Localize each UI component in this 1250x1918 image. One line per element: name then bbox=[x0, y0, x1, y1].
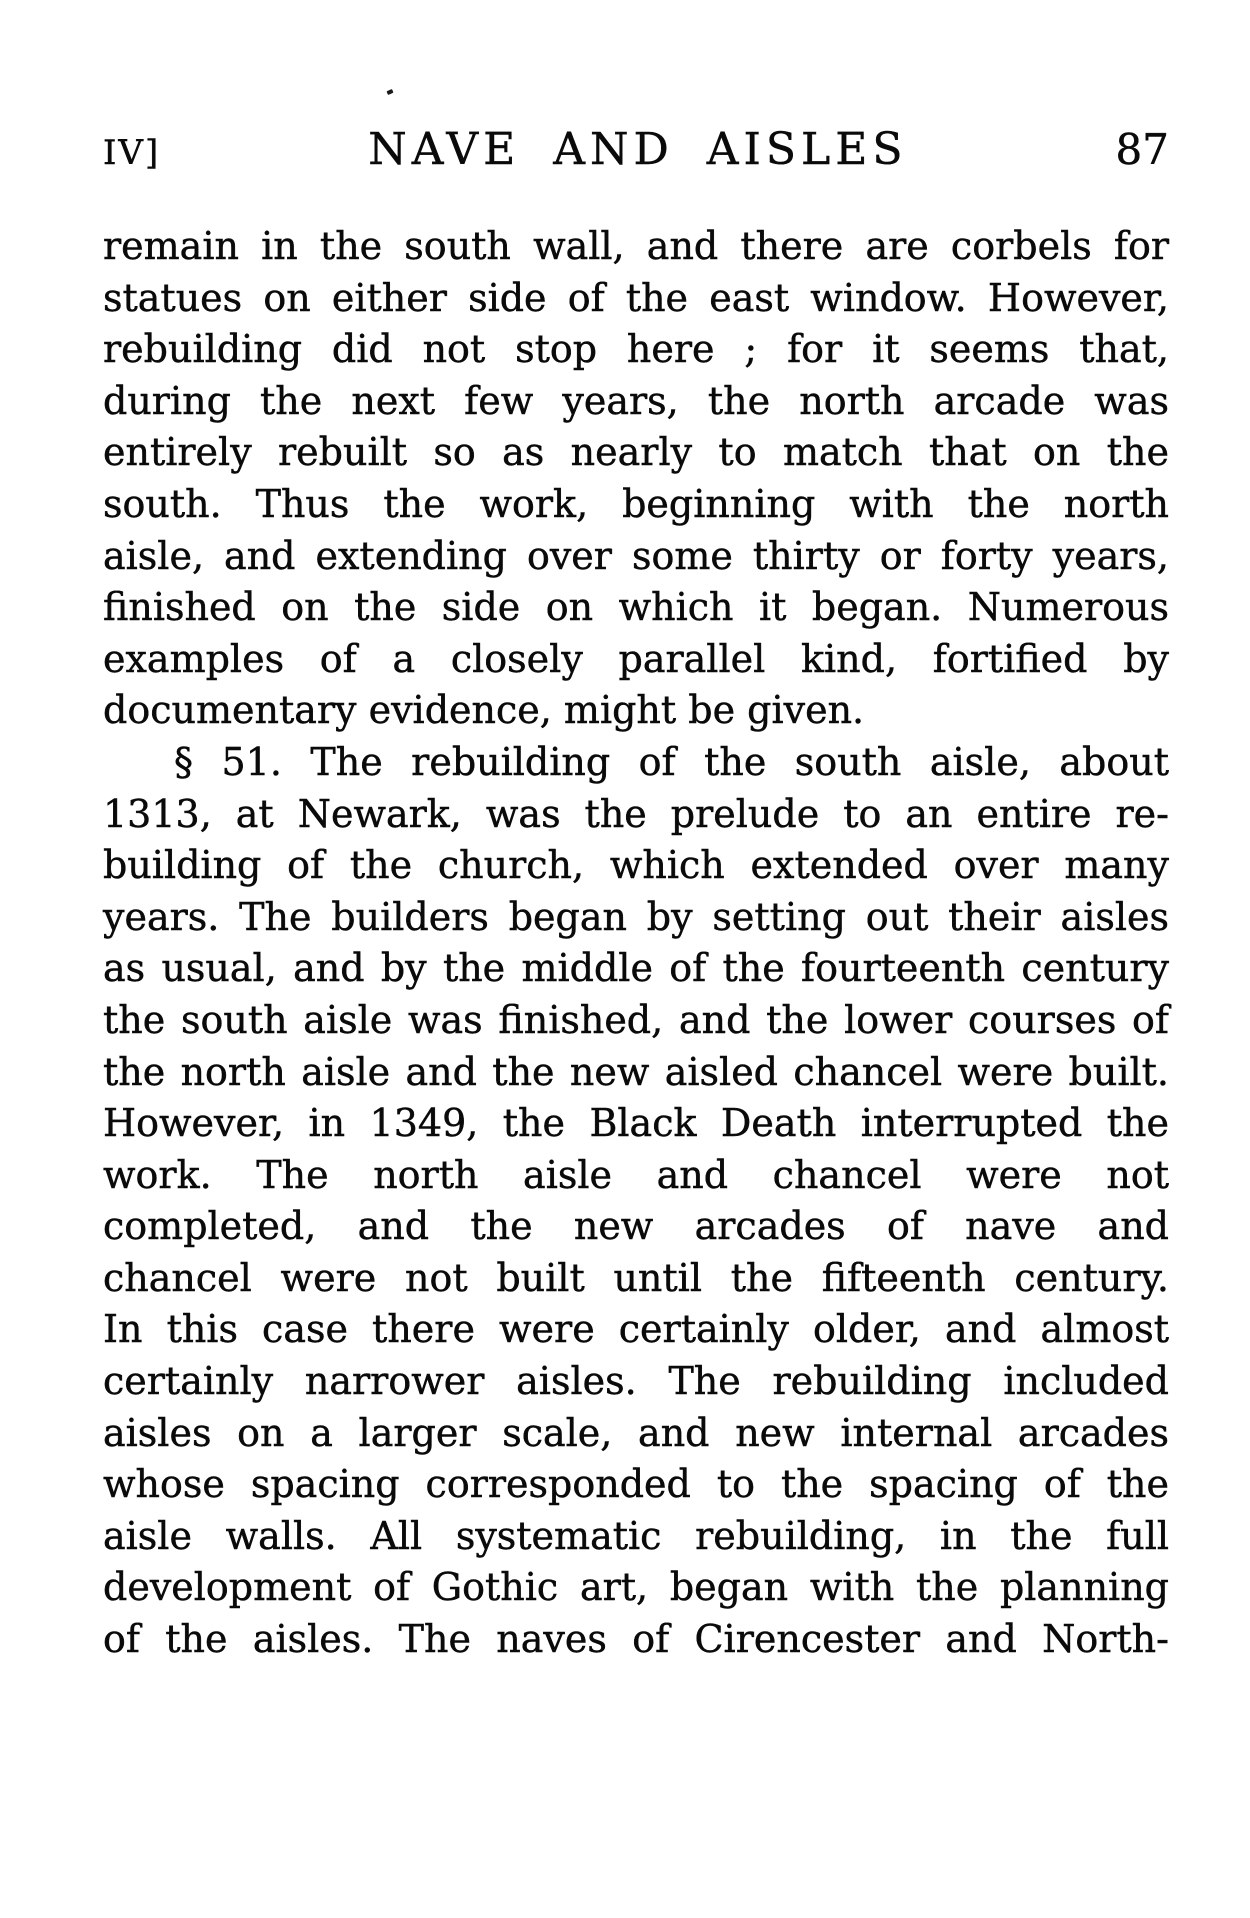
text-line: south. Thus the work, beginning with the north bbox=[103, 481, 1169, 526]
text-line: years. The builders began by setting out their aisles bbox=[103, 894, 1169, 939]
text-line: development of Gothic art, began with the planning bbox=[103, 1565, 1169, 1610]
text-line: examples of a closely parallel kind, fortified by bbox=[103, 636, 1169, 681]
text-line: § 51. The rebuilding of the south aisle, about bbox=[174, 739, 1169, 784]
text-line: certainly narrower aisles. The rebuilding included bbox=[103, 1359, 1169, 1404]
chapter-marker: IV] bbox=[103, 133, 161, 173]
text-line: as usual, and by the middle of the fourteenth century bbox=[103, 946, 1169, 991]
text-line: statues on either side of the east window. However, bbox=[103, 275, 1169, 320]
text-line: aisles on a larger scale, and new internal arcades bbox=[103, 1410, 1169, 1455]
text-line: building of the church, which extended over many bbox=[103, 843, 1169, 888]
text-line: aisle walls. All systematic rebuilding, in the full bbox=[103, 1513, 1169, 1558]
text-line: the south aisle was finished, and the lower courses of bbox=[103, 997, 1169, 1042]
ink-speck bbox=[386, 89, 393, 95]
text-line: entirely rebuilt so as nearly to match that on the bbox=[103, 430, 1169, 475]
running-title: NAVE AND AISLES bbox=[368, 124, 908, 175]
page-number: 87 bbox=[1115, 125, 1169, 174]
text-line: work. The north aisle and chancel were not bbox=[103, 1152, 1169, 1197]
text-line: during the next few years, the north arcade was bbox=[103, 378, 1169, 423]
text-line: 1313, at Newark, was the prelude to an entire re- bbox=[103, 791, 1169, 836]
text-line: the north aisle and the new aisled chancel were built. bbox=[103, 1049, 1169, 1094]
text-line: completed, and the new arcades of nave and bbox=[103, 1204, 1169, 1249]
text-line: remain in the south wall, and there are corbels for bbox=[103, 224, 1169, 268]
text-line: documentary evidence, might be given. bbox=[103, 688, 865, 733]
page-body bbox=[103, 221, 1169, 1666]
text-line: aisle, and extending over some thirty or forty years, bbox=[103, 533, 1169, 578]
text-line: whose spacing corresponded to the spacing of the bbox=[103, 1462, 1169, 1507]
text-line: finished on the side on which it began. Numerous bbox=[103, 585, 1169, 630]
text-line: of the aisles. The naves of Cirencester and North- bbox=[103, 1617, 1169, 1662]
text-line: However, in 1349, the Black Death interrupted the bbox=[103, 1101, 1169, 1146]
text-line: rebuilding did not stop here ; for it seems that, bbox=[103, 327, 1169, 372]
text-line: chancel were not built until the fifteenth century. bbox=[103, 1255, 1169, 1300]
text-line: In this case there were certainly older, and almost bbox=[103, 1307, 1169, 1352]
running-header bbox=[103, 124, 1169, 175]
